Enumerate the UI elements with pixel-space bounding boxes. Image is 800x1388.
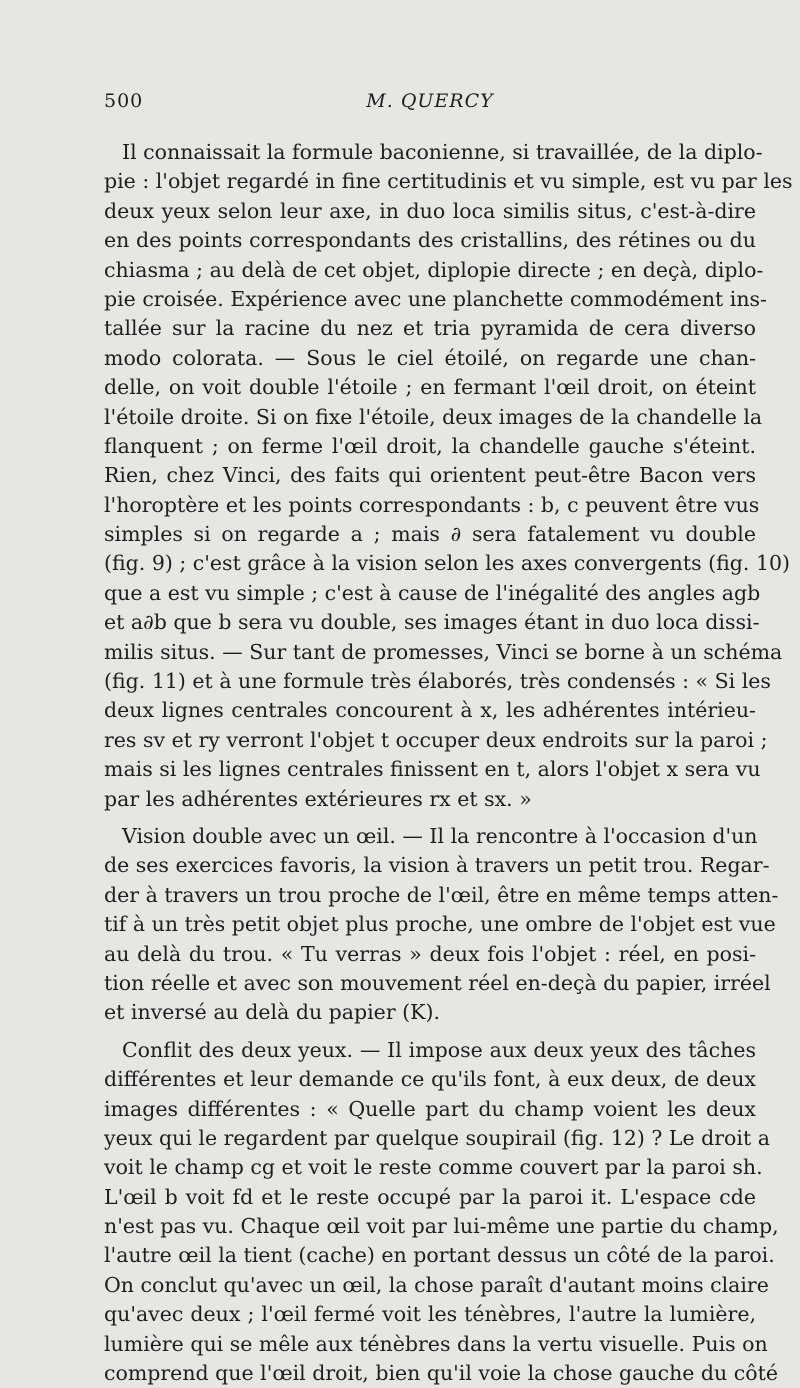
text-line: chiasma ; au delà de cet objet, diplopie directe ; en deçà, diplo- (104, 257, 764, 282)
text-line: (fig. 11) et à une formule très élaborés, très condensés : « Si les (104, 669, 771, 694)
text-line: que a est vu simple ; c'est à cause de l'inégalité des angles agb (104, 580, 761, 605)
text-line: delle, on voit double l'étoile ; en fermant l'œil droit, on éteint (104, 375, 756, 400)
text-line: (fig. 9) ; c'est grâce à la vision selon les axes convergents (fig. 10) (104, 551, 791, 576)
text-line: qu'avec deux ; l'œil fermé voit les ténèbres, l'autre la lumière, (104, 1302, 756, 1327)
text-line: der à travers un trou proche de l'œil, être en même temps atten- (104, 882, 779, 907)
text-line: deux lignes centrales concourent à x, les adhérentes intérieu- (104, 698, 756, 723)
text-line: flanquent ; on ferme l'œil droit, la chandelle gauche s'éteint. (104, 433, 756, 458)
text-line: différentes et leur demande ce qu'ils font, à eux deux, de deux (104, 1067, 756, 1092)
text-line: pie : l'objet regardé in fine certitudinis et vu simple, est vu par les (104, 169, 793, 194)
text-line: Il connaissait la formule baconienne, si travaillée, de la diplo- (122, 140, 763, 164)
text-line: modo colorata. — Sous le ciel étoilé, on regarde une chan- (104, 345, 756, 370)
text-line: l'étoile droite. Si on fixe l'étoile, deux images de la chandelle la (104, 404, 763, 429)
text-line: Conflit des deux yeux. — Il impose aux deux yeux des tâches (122, 1037, 756, 1062)
text-line: On conclut qu'avec un œil, la chose paraît d'autant moins claire (104, 1272, 769, 1297)
text-line: Vision double avec un œil. — Il la rencontre à l'occasion d'un (122, 823, 758, 848)
text-line: tallée sur la racine du nez et tria pyramida de cera diverso (104, 316, 756, 341)
text-line: tion réelle et avec son mouvement réel en-deçà du papier, irréel (104, 970, 771, 995)
text-line: res sv et ry verront l'objet t occuper deux endroits sur la paroi ; (104, 727, 768, 752)
text-line: images différentes : « Quelle part du champ voient les deux (104, 1096, 756, 1121)
text-line: pie croisée. Expérience avec une planchette commodément ins- (104, 286, 767, 311)
text-line: l'horoptère et les points correspondants : b, c peuvent être vus (104, 492, 760, 517)
text-line: simples si on regarde a ; mais ∂ sera fatalement vu double (104, 522, 756, 547)
body-text (104, 138, 793, 1388)
text-line: mais si les lignes centrales finissent en t, alors l'objet x sera vu (104, 757, 761, 782)
text-line: lumière qui se mêle aux ténèbres dans la vertu visuelle. Puis on (104, 1331, 768, 1356)
text-line: et inversé au delà du papier (K). (104, 1000, 440, 1025)
text-line: voit le champ cg et voit le reste comme couvert par la paroi sh. (104, 1155, 763, 1180)
text-line: L'œil b voit fd et le reste occupé par la paroi it. L'espace cde (104, 1184, 756, 1209)
text-line: n'est pas vu. Chaque œil voit par lui-même une partie du champ, (104, 1214, 779, 1239)
text-line: par les adhérentes extérieures rx et sx. » (104, 786, 532, 811)
text-line: deux yeux selon leur axe, in duo loca similis situs, c'est-à-dire (104, 198, 756, 223)
text-line: Rien, chez Vinci, des faits qui orientent peut-être Bacon vers (104, 463, 756, 488)
running-head: M. QUERCY (366, 90, 494, 112)
text-line: comprend que l'œil droit, bien qu'il voie la chose gauche du côté (104, 1361, 778, 1386)
text-line: milis situs. — Sur tant de promesses, Vinci se borne à un schéma (104, 639, 783, 664)
text-line: yeux qui le regardent par quelque soupirail (fig. 12) ? Le droit a (104, 1125, 770, 1150)
text-line: de ses exercices favoris, la vision à travers un petit trou. Regar- (104, 853, 770, 878)
text-line: tif à un très petit objet plus proche, une ombre de l'objet est vue (104, 912, 776, 937)
text-line: au delà du trou. « Tu verras » deux fois l'objet : réel, en posi- (104, 941, 756, 966)
text-line: et a∂b que b sera vu double, ses images étant in duo loca dissi- (104, 610, 760, 635)
text-line: en des points correspondants des cristallins, des rétines ou du (104, 228, 756, 253)
page-number: 500 (104, 90, 144, 112)
text-line: l'autre œil la tient (cache) en portant dessus un côté de la paroi. (104, 1243, 775, 1268)
